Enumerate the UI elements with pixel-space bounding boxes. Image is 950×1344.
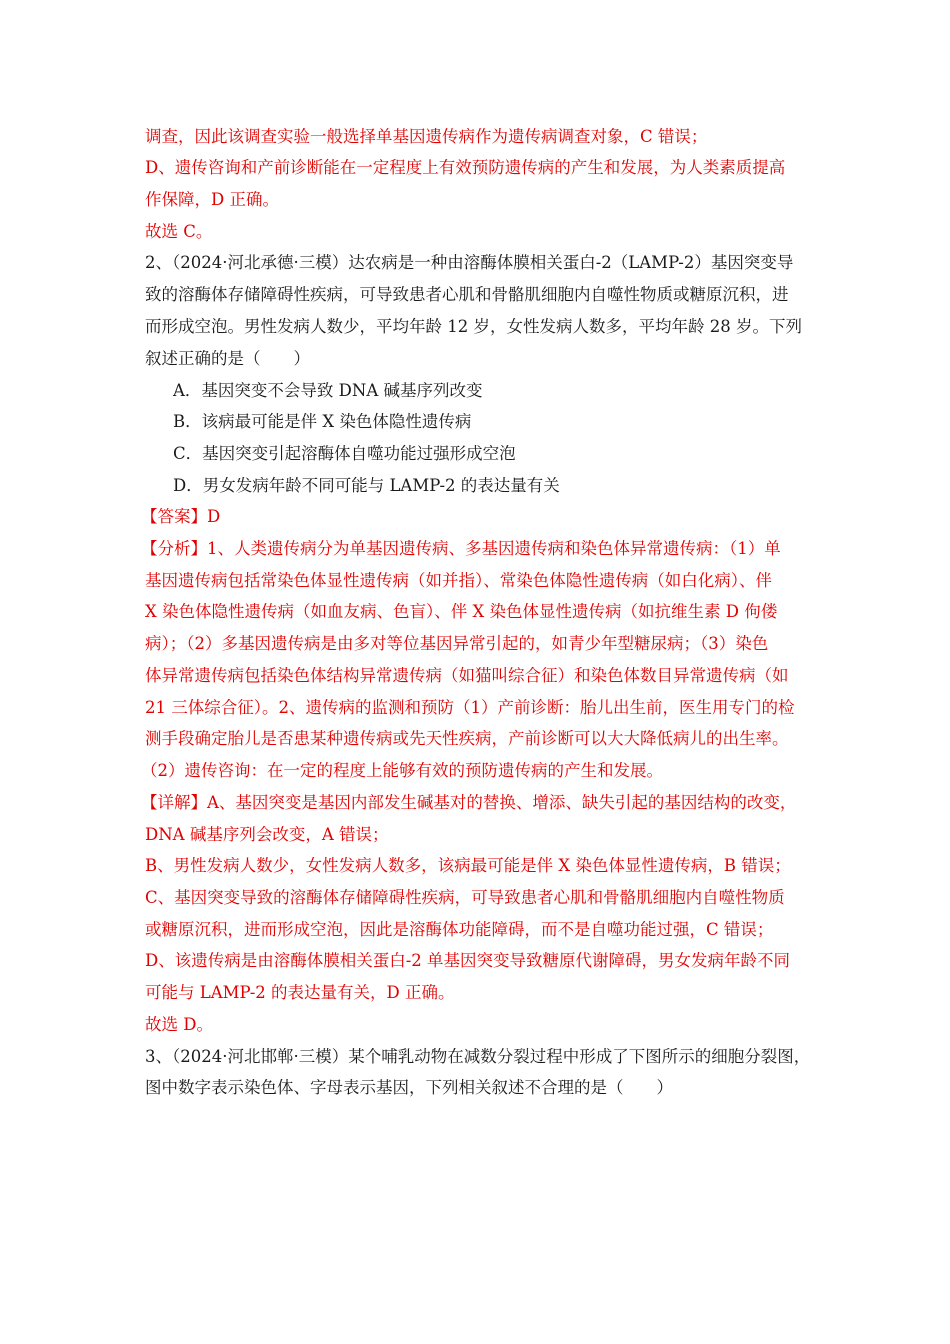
- q2-analysis-line: 体异常遗传病包括染色体结构异常遗传病（如猫叫综合征）和染色体数目异常遗传病（如: [145, 666, 789, 685]
- q2-detail-line: B、男性发病人数少，女性发病人数多，该病最可能是伴 X 染色体显性遗传病，B 错误；: [145, 856, 791, 875]
- prev-analysis-c-cont: 调查，因此该调查实验一般选择单基因遗传病作为遗传病调查对象，C 错误；: [145, 127, 708, 146]
- q2-option-a: A．基因突变不会导致 DNA 碱基序列改变: [173, 381, 483, 400]
- q2-stem-line: 致的溶酶体存储障碍性疾病，可导致患者心肌和骨骼肌细胞内自噬性物质或糖原沉积，进: [145, 285, 789, 304]
- q2-option-c: C．基因突变引起溶酶体自噬功能过强形成空泡: [173, 444, 516, 463]
- q2-analysis-line: X 染色体隐性遗传病（如血友病、色盲）、伴 X 染色体显性遗传病（如抗维生素 D 佝偻: [145, 602, 778, 621]
- prev-analysis-d-line1: D、遗传咨询和产前诊断能在一定程度上有效预防遗传病的产生和发展，为人类素质提高: [145, 158, 786, 177]
- q2-detail-line: C、基因突变导致的溶酶体存储障碍性疾病，可导致患者心肌和骨骼肌细胞内自噬性物质: [145, 888, 785, 907]
- q2-analysis-line: 【分析】1、人类遗传病分为单基因遗传病、多基因遗传病和染色体异常遗传病：（1）单: [141, 539, 781, 558]
- q2-analysis-line: 21 三体综合征）。2、遗传病的监测和预防（1）产前诊断：胎儿出生前，医生用专门的检: [145, 698, 795, 717]
- q2-stem-line: 叙述正确的是（ ）: [145, 349, 310, 368]
- q2-detail-line: 可能与 LAMP-2 的表达量有关，D 正确。: [145, 983, 455, 1002]
- q2-analysis-line: 病）；（2）多基因遗传病是由多对等位基因异常引起的，如青少年型糖尿病；（3）染色: [145, 634, 769, 653]
- prev-analysis-d-line2: 作保障，D 正确。: [145, 190, 279, 209]
- q2-analysis-line: 测手段确定胎儿是否患某种遗传病或先天性疾病，产前诊断可以大大降低病儿的出生率。: [145, 729, 789, 748]
- q2-choice: 故选 D。: [145, 1015, 213, 1034]
- q2-stem-line: 2、（2024·河北承德·三模）达农病是一种由溶酶体膜相关蛋白-2（LAMP-2）基因突变导: [145, 253, 794, 272]
- q3-stem-line: 图中数字表示染色体、字母表示基因，下列相关叙述不合理的是（ ）: [145, 1078, 673, 1097]
- q2-stem-line: 而形成空泡。男性发病人数少，平均年龄 12 岁，女性发病人数多，平均年龄 28 岁。下列: [145, 317, 802, 336]
- prev-choice: 故选 C。: [145, 222, 213, 241]
- q2-detail-line: 【详解】A、基因突变是基因内部发生碱基对的替换、增添、缺失引起的基因结构的改变，: [141, 793, 797, 812]
- q2-option-d: D．男女发病年龄不同可能与 LAMP-2 的表达量有关: [173, 476, 560, 495]
- q2-option-b: B．该病最可能是伴 X 染色体隐性遗传病: [173, 412, 472, 431]
- q2-detail-line: 或糖原沉积，进而形成空泡，因此是溶酶体功能障碍，而不是自噬功能过强，C 错误；: [145, 920, 774, 939]
- q2-detail-line: DNA 碱基序列会改变，A 错误；: [145, 825, 389, 844]
- q2-analysis-line: 基因遗传病包括常染色体显性遗传病（如并指）、常染色体隐性遗传病（如白化病）、伴: [145, 571, 772, 590]
- q3-stem-line: 3、（2024·河北邯郸·三模）某个哺乳动物在减数分裂过程中形成了下图所示的细胞分裂图，: [145, 1047, 811, 1066]
- q2-detail-line: D、该遗传病是由溶酶体膜相关蛋白-2 单基因突变导致糖原代谢障碍，男女发病年龄不同: [145, 951, 791, 970]
- q2-analysis-line: （2）遗传咨询：在一定的程度上能够有效的预防遗传病的产生和发展。: [141, 761, 663, 780]
- q2-answer: 【答案】D: [141, 507, 221, 526]
